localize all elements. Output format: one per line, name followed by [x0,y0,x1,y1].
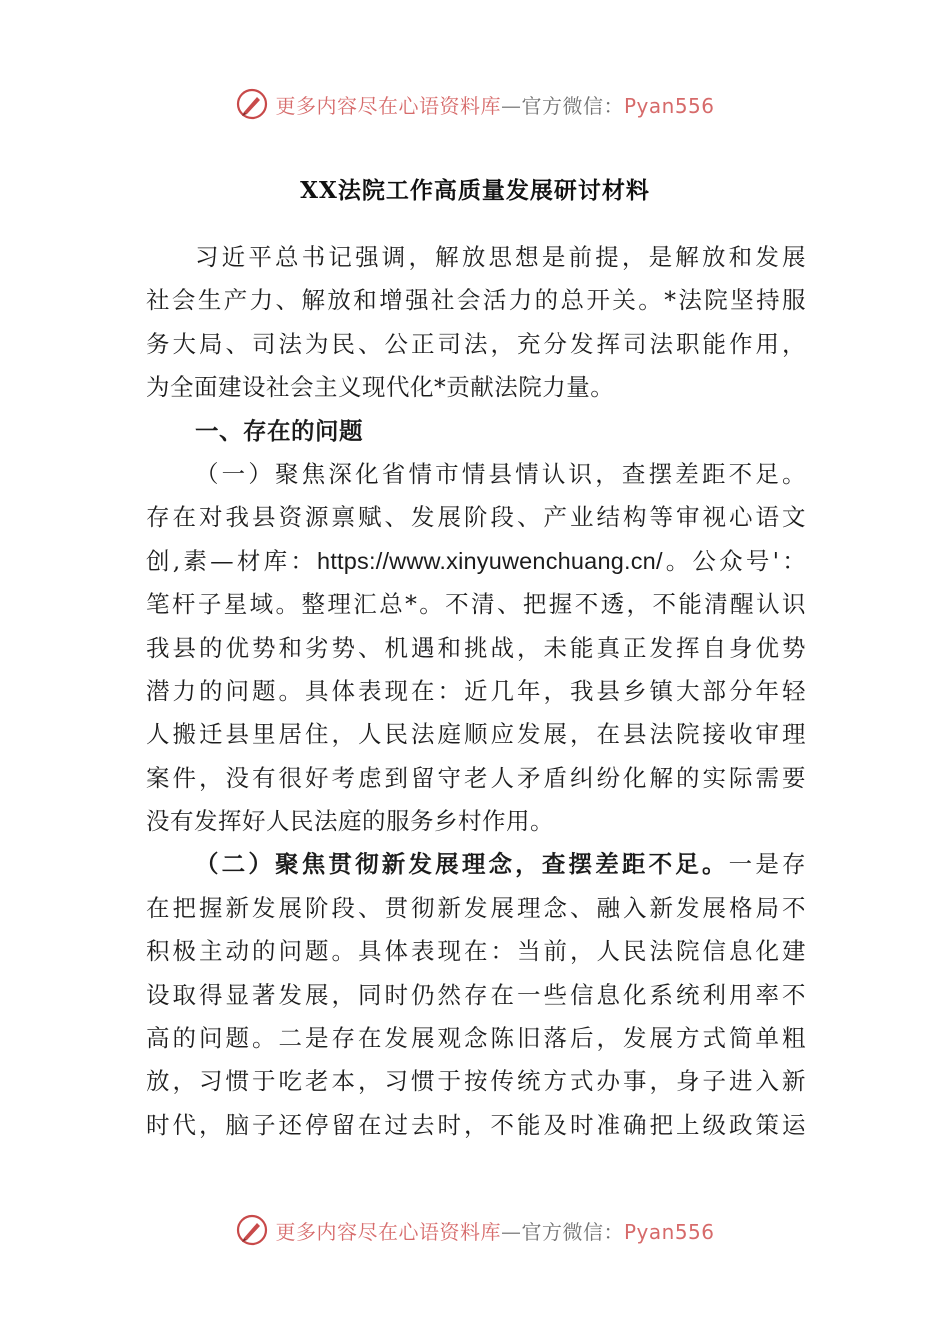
text-segment: 。公众号'： [662,546,806,575]
text-line: 人搬迁县里居住，人民法庭顺应发展，在县法院接收审理 [146,720,806,749]
banner-main-text: 更多内容尽在心语资料库 [275,93,501,118]
banner-wechat-id: Pyan556 [623,93,715,118]
text-line: 案件，没有很好考虑到留守老人矛盾纠纷化解的实际需要 [146,763,806,792]
text-segment: 一是存 [728,850,807,879]
website-link[interactable]: https://www.xinyuwenchuang.cn/ [317,547,663,574]
text-line: 存在对我县资源禀赋、发展阶段、产业结构等审视心语文 [146,503,806,532]
text-line: 没有发挥好人民法庭的服务乡村作用。 [146,807,554,836]
text-line: 笔杆子星域。整理汇总*。不清、把握不透，不能清醒认识 [146,590,806,619]
banner-wechat-id: Pyan556 [623,1219,715,1244]
text-line: 务大局、司法为民、公正司法，充分发挥司法职能作用， [146,329,806,358]
document-body [146,236,806,1147]
pen-logo-icon [235,87,269,121]
text-line: 时代，脑子还停留在过去时，不能及时准确把上级政策运 [146,1110,806,1139]
banner-text [275,90,714,119]
text-line: 习近平总书记强调，解放思想是前提，是解放和发展 [195,243,806,271]
text-line: 在把握新发展阶段、贯彻新发展理念、融入新发展格局不 [146,893,806,922]
banner-dash: — [500,1219,522,1244]
banner-main-text: 更多内容尽在心语资料库 [275,1219,501,1244]
text-line: 潜力的问题。具体表现在：近几年，我县乡镇大部分年轻 [146,676,806,705]
text-line-with-url [146,540,806,583]
text-line: 我县的优势和劣势、机遇和挑战，未能真正发挥自身优势 [146,633,806,662]
banner-dash: — [500,93,522,118]
pen-logo-icon [235,1213,269,1247]
banner-label: 官方微信： [521,93,624,118]
text-line: 设取得显著发展，同时仍然存在一些信息化系统利用率不 [146,980,806,1009]
header-banner [0,84,950,124]
subheading-bold: （二）聚焦贯彻新发展理念，查摆差距不足。 [195,850,729,879]
footer-banner [0,1210,950,1250]
text-line: 放，习惯于吃老本，习惯于按传统方式办事，身子进入新 [146,1067,806,1096]
text-segment: 创,素—材库： [146,546,318,575]
banner-label: 官方微信： [521,1219,624,1244]
text-line: （一）聚焦深化省情市情县情认识，查摆差距不足。 [195,459,806,488]
text-line: 高的问题。二是存在发展观念陈旧落后，发展方式简单粗 [146,1024,806,1053]
text-line: 为全面建设社会主义现代化*贡献法院力量。 [146,373,615,402]
text-line: 积极主动的问题。具体表现在：当前，人民法院信息化建 [146,937,806,966]
document-title: XX法院工作高质量发展研讨材料 [300,177,650,204]
text-line: 社会生产力、解放和增强社会活力的总开关。*法院坚持服 [146,286,806,315]
text-line [146,843,806,886]
banner-text [275,1216,714,1245]
section-heading: 一、存在的问题 [195,416,363,445]
